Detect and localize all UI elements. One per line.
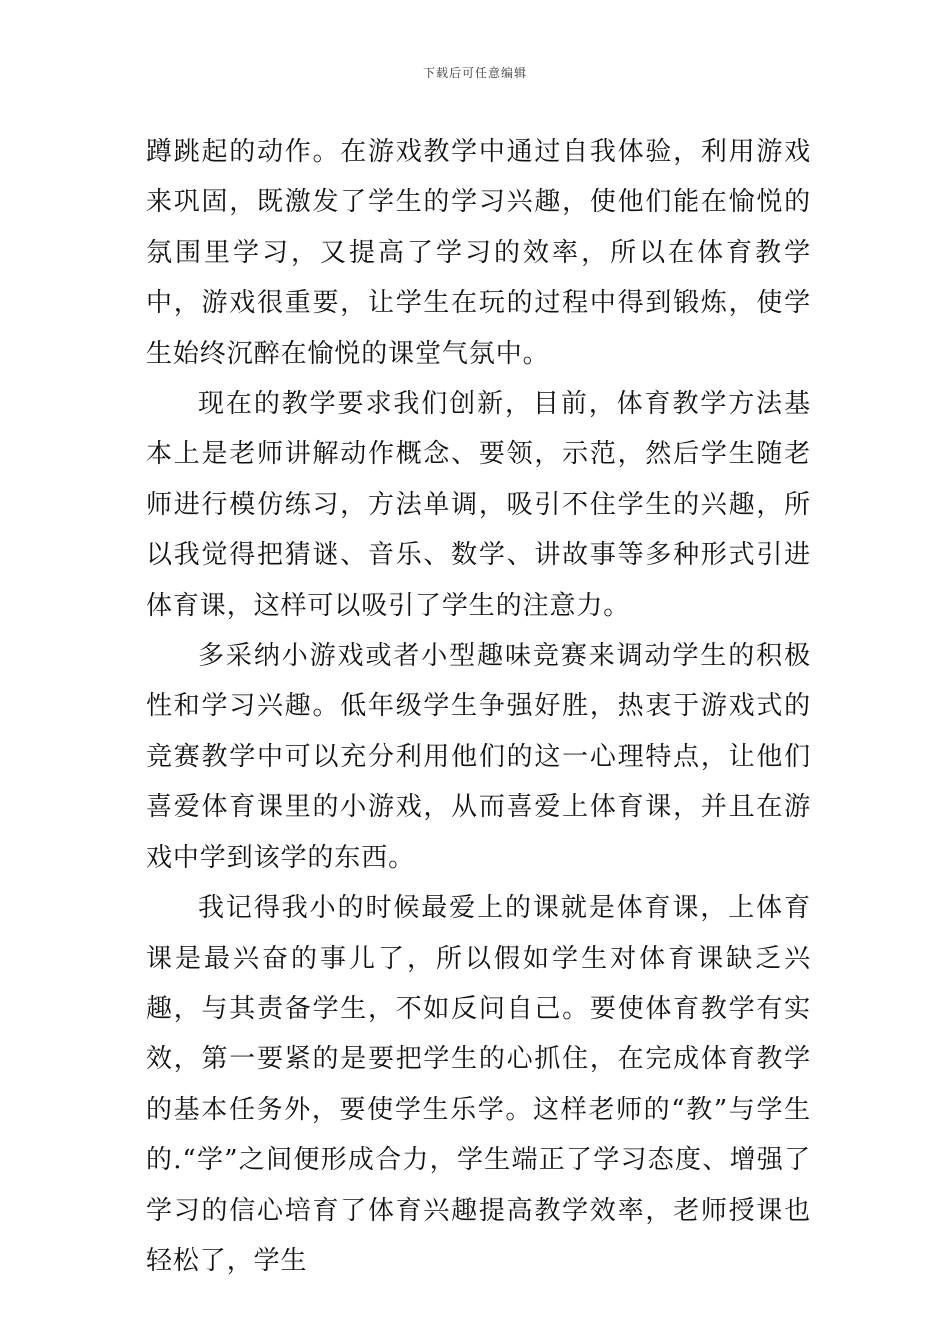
- document-body: [146, 127, 811, 1286]
- paragraph-personal-memory: 我记得我小的时候最爱上的课就是体育课，上体育课是最兴奋的事儿了，所以假如学生对体育课缺乏兴趣，与其责备学生，不如反问自己。要使体育教学有实效，第一要紧的是要把学生的心抓住，在完成体育教学的基本任务外，要使学生乐学。这样老师的“教”与学生的.“学”之间便形成合力，学生端正了学习态度、增强了学习的信心培育了体育兴趣提高教学效率，老师授课也轻松了，学生: [146, 893, 811, 1276]
- paragraph-continuation: 蹲跳起的动作。在游戏教学中通过自我体验，利用游戏来巩固，既激发了学生的学习兴趣，使他们能在愉悦的氛围里学习，又提高了学习的效率，所以在体育教学中，游戏很重要，让学生在玩的过程中得到锻炼，使学生始终沉醉在愉悦的课堂气氛中。: [146, 137, 811, 369]
- page-header: 下载后可任意编辑: [422, 66, 527, 80]
- paragraph-games-competition: 多采纳小游戏或者小型趣味竞赛来调动学生的积极性和学习兴趣。低年级学生争强好胜，热衷于游戏式的竞赛教学中可以充分利用他们的这一心理特点，让他们喜爱体育课里的小游戏，从而喜爱上体育课，并且在游戏中学到该学的东西。: [146, 641, 811, 873]
- paragraph-teaching-innovation: 现在的教学要求我们创新，目前，体育教学方法基本上是老师讲解动作概念、要领，示范，然后学生随老师进行模仿练习，方法单调，吸引不住学生的兴趣，所以我觉得把猜谜、音乐、数学、讲故事等多种形式引进体育课，这样可以吸引了学生的注意力。: [146, 389, 811, 621]
